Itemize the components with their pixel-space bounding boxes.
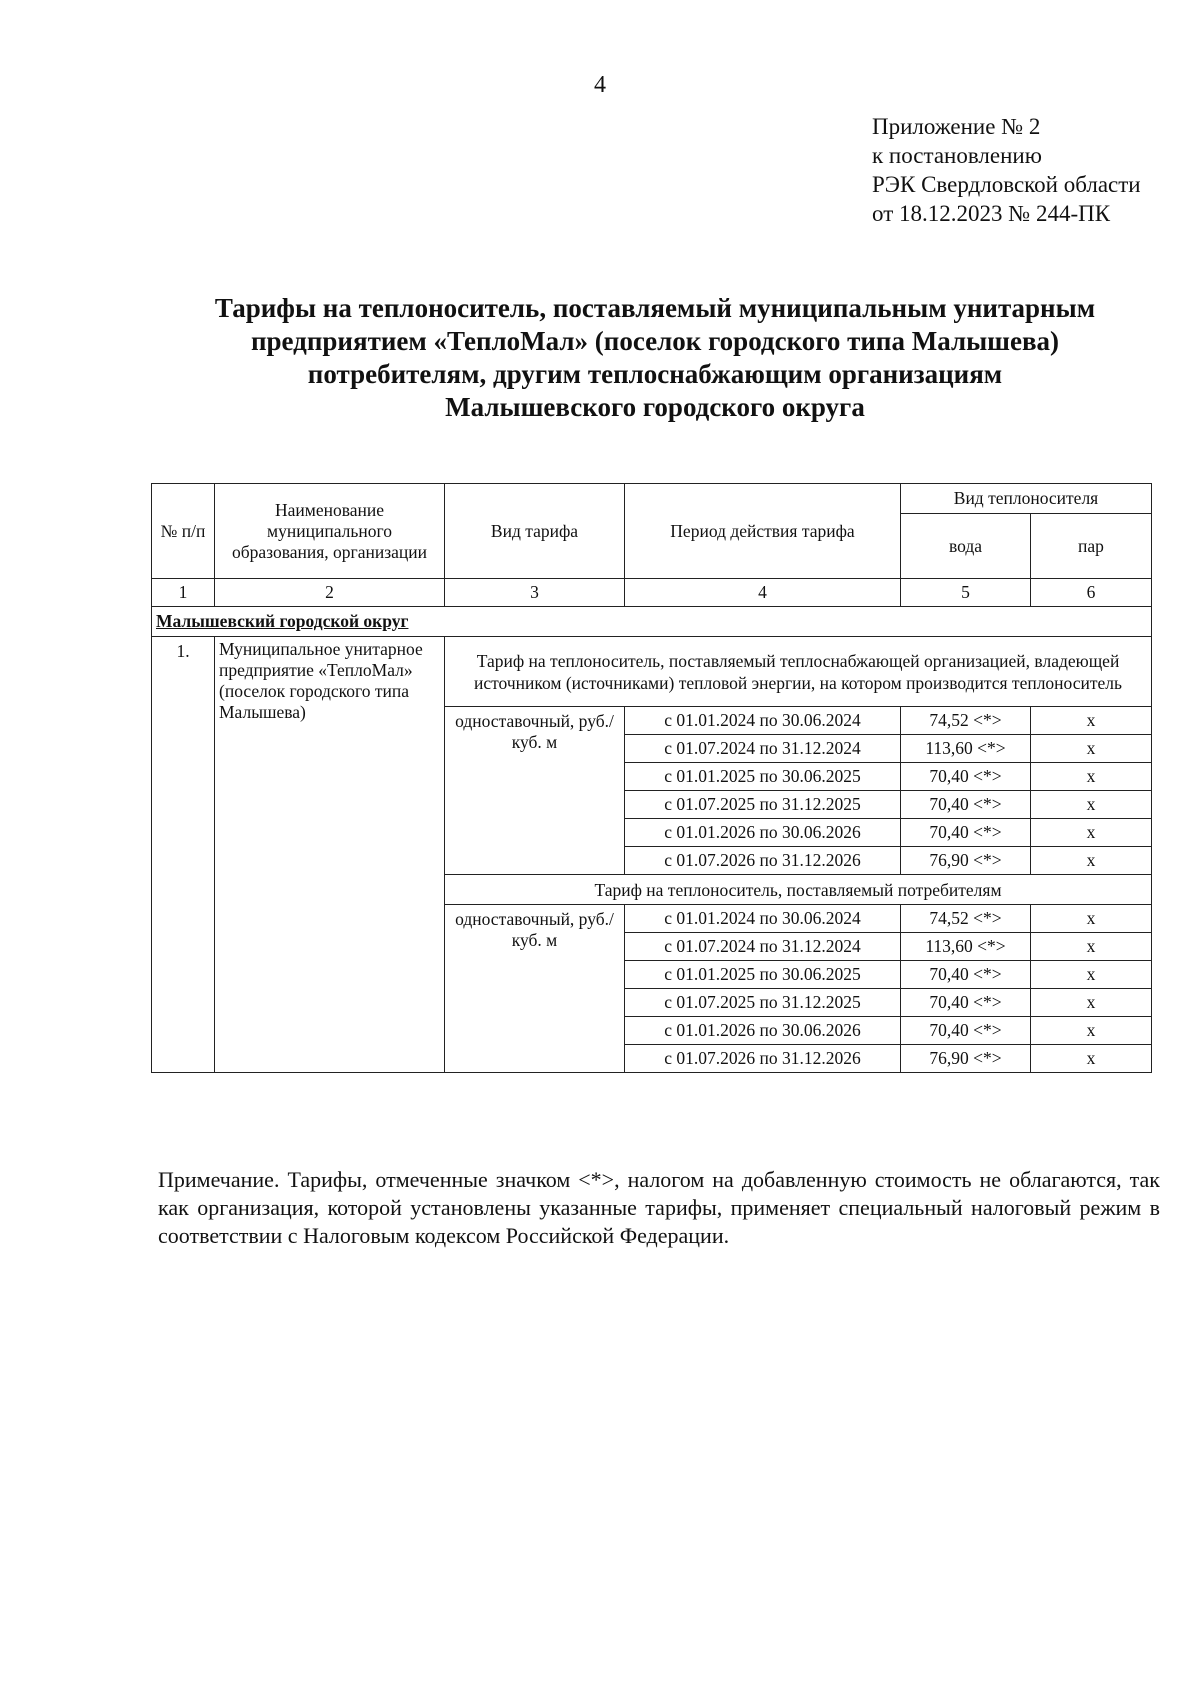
header-steam: пар xyxy=(1031,514,1152,579)
column-number: 6 xyxy=(1031,579,1152,607)
header-carrier: Вид теплоносителя xyxy=(901,484,1152,514)
tariff-period: с 01.07.2025 по 31.12.2025 xyxy=(625,989,901,1017)
tariff-steam-value: х xyxy=(1031,791,1152,819)
header-tariff-type: Вид тарифа xyxy=(445,484,625,579)
column-number: 4 xyxy=(625,579,901,607)
row-number: 1. xyxy=(152,637,215,1073)
tariff-steam-value: х xyxy=(1031,961,1152,989)
tariff-steam-value: х xyxy=(1031,989,1152,1017)
group-title: Тариф на теплоноситель, поставляемый потребителям xyxy=(445,875,1152,905)
title-line: Малышевского городского округа xyxy=(445,392,865,422)
appendix-line: к постановлению xyxy=(872,143,1042,168)
tariff-period: с 01.07.2025 по 31.12.2025 xyxy=(625,791,901,819)
tariff-steam-value: х xyxy=(1031,763,1152,791)
tariff-water-value: 70,40 <*> xyxy=(901,763,1031,791)
tariff-water-value: 70,40 <*> xyxy=(901,989,1031,1017)
tariff-water-value: 113,60 <*> xyxy=(901,933,1031,961)
column-number: 3 xyxy=(445,579,625,607)
tariff-steam-value: х xyxy=(1031,1017,1152,1045)
tariff-period: с 01.07.2026 по 31.12.2026 xyxy=(625,1045,901,1073)
tariff-water-value: 76,90 <*> xyxy=(901,1045,1031,1073)
header-period: Период действия тарифа xyxy=(625,484,901,579)
tariff-period: с 01.01.2024 по 30.06.2024 xyxy=(625,905,901,933)
tariff-period: с 01.01.2026 по 30.06.2026 xyxy=(625,819,901,847)
appendix-line: от 18.12.2023 № 244-ПК xyxy=(872,201,1111,226)
tariff-type: одноставочный, руб./куб. м xyxy=(445,905,625,1073)
header-water: вода xyxy=(901,514,1031,579)
appendix-block xyxy=(872,112,1141,228)
tariff-steam-value: х xyxy=(1031,735,1152,763)
header-num: № п/п xyxy=(152,484,215,579)
tariff-water-value: 70,40 <*> xyxy=(901,961,1031,989)
group-title-row xyxy=(152,637,1152,707)
title-line: потребителям, другим теплоснабжающим организациям xyxy=(307,359,1003,389)
title-line: предприятием «ТеплоМал» (поселок городского типа Малышева) xyxy=(250,326,1060,356)
tariff-type: одноставочный, руб./куб. м xyxy=(445,707,625,875)
tariff-water-value: 74,52 <*> xyxy=(901,707,1031,735)
column-number: 5 xyxy=(901,579,1031,607)
tariff-steam-value: х xyxy=(1031,1045,1152,1073)
tariff-steam-value: х xyxy=(1031,847,1152,875)
tariff-period: с 01.07.2024 по 31.12.2024 xyxy=(625,933,901,961)
appendix-line: Приложение № 2 xyxy=(872,114,1041,139)
group-title: Тариф на теплоноситель, поставляемый теплоснабжающей организацией, владеющей источником (источниками) тепловой энергии, на котором производится теплоноситель xyxy=(445,637,1152,707)
tariff-water-value: 74,52 <*> xyxy=(901,905,1031,933)
tariff-water-value: 76,90 <*> xyxy=(901,847,1031,875)
tariff-water-value: 70,40 <*> xyxy=(901,819,1031,847)
tariff-steam-value: х xyxy=(1031,707,1152,735)
section-row xyxy=(152,607,1152,637)
section-title: Малышевский городской округ xyxy=(152,607,1152,637)
column-number: 2 xyxy=(215,579,445,607)
note-text: Примечание. Тарифы, отмеченные значком <*>, налогом на добавленную стоимость не облагаются, так как организация, которой установлены указанные тарифы, применяет специальный налоговый режим в соответствии с Налоговым кодексом Российской Федерации. xyxy=(158,1167,1160,1248)
appendix-line: РЭК Свердловской области xyxy=(872,172,1141,197)
organization-name: Муниципальное унитарное предприятие «ТеплоМал» (поселок городского типа Малышева) xyxy=(215,637,445,1073)
tariff-period: с 01.07.2026 по 31.12.2026 xyxy=(625,847,901,875)
tariff-period: с 01.01.2024 по 30.06.2024 xyxy=(625,707,901,735)
tariff-period: с 01.01.2026 по 30.06.2026 xyxy=(625,1017,901,1045)
tariff-steam-value: х xyxy=(1031,905,1152,933)
document-title xyxy=(150,292,1160,424)
page-number: 4 xyxy=(594,72,606,98)
tariff-steam-value: х xyxy=(1031,933,1152,961)
tariff-table-body xyxy=(152,484,1152,1073)
tariff-steam-value: х xyxy=(1031,819,1152,847)
tariff-water-value: 70,40 <*> xyxy=(901,791,1031,819)
tariff-table xyxy=(151,483,1152,1073)
column-number-row xyxy=(152,579,1152,607)
header-name: Наименование муниципального образования, организации xyxy=(215,484,445,579)
title-line: Тарифы на теплоноситель, поставляемый муниципальным унитарным xyxy=(214,293,1096,323)
tariff-period: с 01.01.2025 по 30.06.2025 xyxy=(625,961,901,989)
column-number: 1 xyxy=(152,579,215,607)
tariff-water-value: 70,40 <*> xyxy=(901,1017,1031,1045)
tariff-period: с 01.01.2025 по 30.06.2025 xyxy=(625,763,901,791)
tariff-period: с 01.07.2024 по 31.12.2024 xyxy=(625,735,901,763)
tariff-water-value: 113,60 <*> xyxy=(901,735,1031,763)
header-row xyxy=(152,484,1152,514)
